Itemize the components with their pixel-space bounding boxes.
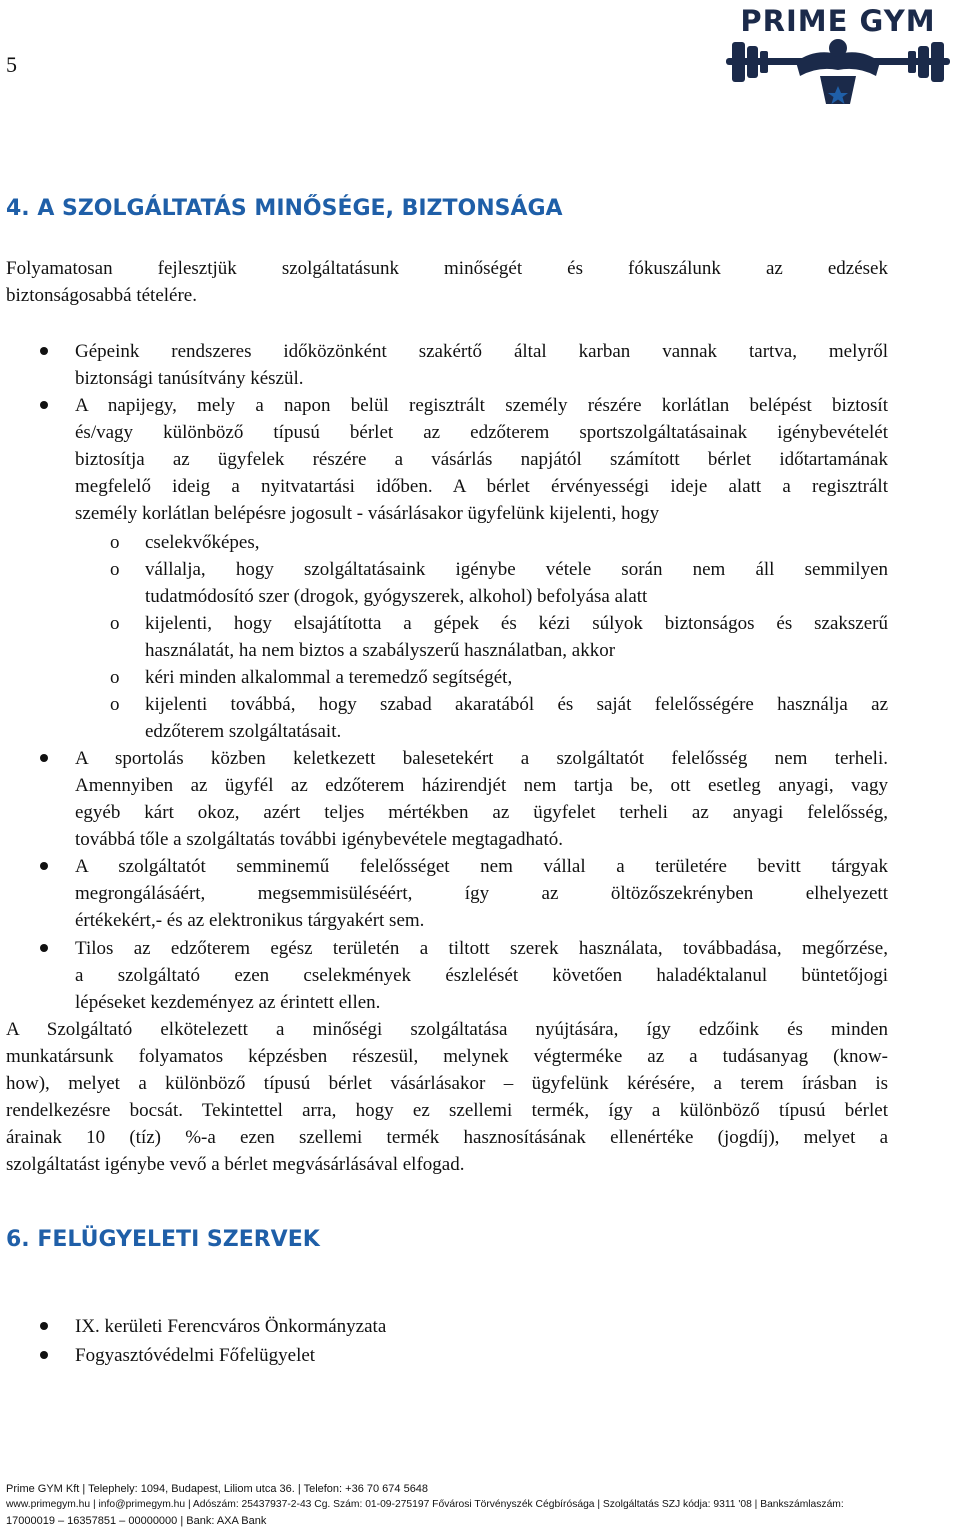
closing-line-2: munkatársunk folyamatos képzésben részesül, melynek végterméke az a tudásanyag (know- bbox=[6, 1046, 888, 1067]
bullet-5-line-1: Tilos az edzőterem egész területén a tiltott szerek használata, továbbadása, megőrzése, bbox=[75, 938, 888, 959]
subitem-5-line-1: kijelenti továbbá, hogy szabad akaratából és saját felelősségére használja az bbox=[145, 694, 888, 715]
bullet-icon bbox=[40, 944, 48, 952]
bullet-5-line-2: a szolgáltató ezen cselekmények észlelését követően haladéktalanul büntetőjogi bbox=[75, 965, 888, 986]
bullet-3-line-1: A sportolás közben keletkezett balesetekért a szolgáltatót felelősség nem terheli. bbox=[75, 748, 888, 769]
subitem-1-line-1: cselekvőképes, bbox=[145, 532, 260, 553]
closing-line-3: how), melyet a különböző típusú bérlet vásárlásakor – ügyfelünk kérésére, a terem írásban is bbox=[6, 1073, 888, 1094]
sub-bullet-icon: o bbox=[110, 694, 120, 715]
authority-item-2: Fogyasztóvédelmi Főfelügyelet bbox=[75, 1345, 316, 1366]
bullet-2-line-3: biztosítja az ügyfelek részére a vásárlás napjától számított bérlet időtartamának bbox=[75, 449, 888, 470]
logo-text: PRIME GYM bbox=[740, 4, 936, 38]
sub-bullet-icon: o bbox=[110, 613, 120, 634]
barbell-icon bbox=[724, 36, 952, 108]
intro-line-2: biztonságosabbá tételére. bbox=[6, 285, 197, 306]
bullet-1-line-1: Gépeink rendszeres időközönként szakértő által karban vannak tartva, melyről bbox=[75, 341, 888, 362]
closing-line-6: szolgáltatást igénybe vevő a bérlet megvásárlásával elfogad. bbox=[6, 1154, 465, 1175]
footer-line-3: 17000019 – 16357851 – 00000000 | Bank: AXA Bank bbox=[6, 1515, 267, 1527]
bullet-2-line-5: személy korlátlan belépésre jogosult - vásárlásakor ügyfelünk kijelenti, hogy bbox=[75, 503, 660, 524]
sub-bullet-icon: o bbox=[110, 532, 120, 553]
bullet-3-line-4: továbbá tőle a szolgáltatás további igénybevétele megtagadható. bbox=[75, 829, 564, 850]
subitem-4-line-1: kéri minden alkalommal a teremedző segítségét, bbox=[145, 667, 513, 688]
bullet-2-line-1: A napijegy, mely a napon belül regisztrált személy részére korlátlan belépést biztosít bbox=[75, 395, 888, 416]
bullet-1-line-2: biztonsági tanúsítvány készül. bbox=[75, 368, 304, 389]
bullet-icon bbox=[40, 754, 48, 762]
bullet-2-line-2: és/vagy különböző típusú bérlet az edzőterem sportszolgáltatásainak igénybevételét bbox=[75, 422, 888, 443]
section-4-heading: 4. A SZOLGÁLTATÁS MINŐSÉGE, BIZTONSÁGA bbox=[6, 196, 563, 221]
bullet-4-line-2: megrongálásáért, megsemmisüléséért, így az öltözőszekrényben elhelyezett bbox=[75, 883, 888, 904]
bullet-icon bbox=[40, 401, 48, 409]
bullet-4-line-1: A szolgáltatót semminemű felelősséget nem vállal a területére bevitt tárgyak bbox=[75, 856, 888, 877]
intro-line-1: Folyamatosan fejlesztjük szolgáltatásunk minőségét és fókuszálunk az edzések bbox=[6, 258, 888, 279]
footer-line-2: www.primegym.hu | info@primegym.hu | Adószám: 25437937-2-43 Cg. Szám: 01-09-275197 Fővárosi Törvényszék Cégbírósága | Szolgáltatás SZJ kódja: 9311 '08 | Bankszámlaszám: bbox=[6, 1499, 844, 1510]
sub-bullet-icon: o bbox=[110, 559, 120, 580]
bullet-icon bbox=[40, 1351, 48, 1359]
closing-line-4: rendelkezésre bocsát. Tekintettel arra, hogy ez szellemi termék, így a különböző típusú bérlet bbox=[6, 1100, 888, 1121]
sub-bullet-icon: o bbox=[110, 667, 120, 688]
bullet-icon bbox=[40, 347, 48, 355]
bullet-5-line-3: lépéseket kezdeményez az érintett ellen. bbox=[75, 992, 381, 1013]
section-6-heading: 6. FELÜGYELETI SZERVEK bbox=[6, 1227, 320, 1252]
prime-gym-logo bbox=[724, 4, 952, 108]
closing-line-5: árainak 10 (tíz) %-a ezen szellemi termék hasznosításának ellenértéke (jogdíj), melyet a bbox=[6, 1127, 888, 1148]
bullet-3-line-2: Amennyiben az ügyfél az edzőterem házirendjét nem tartja be, ott esetleg anyagi, vagy bbox=[75, 775, 888, 796]
bullet-2-line-4: megfelelő ideig a nyitvatartási időben. A bérlet érvényességi ideje alatt a regisztrált bbox=[75, 476, 888, 497]
bullet-4-line-3: értékekért,- és az elektronikus tárgyakért sem. bbox=[75, 910, 425, 931]
subitem-2-line-1: vállalja, hogy szolgáltatásaink igénybe vétele során nem áll semmilyen bbox=[145, 559, 888, 580]
bullet-icon bbox=[40, 1322, 48, 1330]
authority-item-1: IX. kerületi Ferencváros Önkormányzata bbox=[75, 1316, 387, 1337]
subitem-5-line-2: edzőterem szolgáltatásait. bbox=[145, 721, 342, 742]
footer-line-1: Prime GYM Kft | Telephely: 1094, Budapest, Liliom utca 36. | Telefon: +36 70 674 5648 bbox=[6, 1483, 429, 1495]
subitem-3-line-2: használatát, ha nem biztos a szabályszerű használatban, akkor bbox=[145, 640, 616, 661]
subitem-2-line-2: tudatmódosító szer (drogok, gyógyszerek, alkohol) befolyása alatt bbox=[145, 586, 648, 607]
page-number: 5 bbox=[6, 52, 17, 77]
subitem-3-line-1: kijelenti, hogy elsajátította a gépek és kézi súlyok biztonságos és szakszerű bbox=[145, 613, 888, 634]
bullet-icon bbox=[40, 862, 48, 870]
closing-line-1: A Szolgáltató elkötelezett a minőségi szolgáltatása nyújtására, így edzőink és minden bbox=[6, 1019, 888, 1040]
bullet-3-line-3: egyéb kárt okoz, azért teljes mértékben az ügyfelet terheli az anyagi felelősség, bbox=[75, 802, 888, 823]
